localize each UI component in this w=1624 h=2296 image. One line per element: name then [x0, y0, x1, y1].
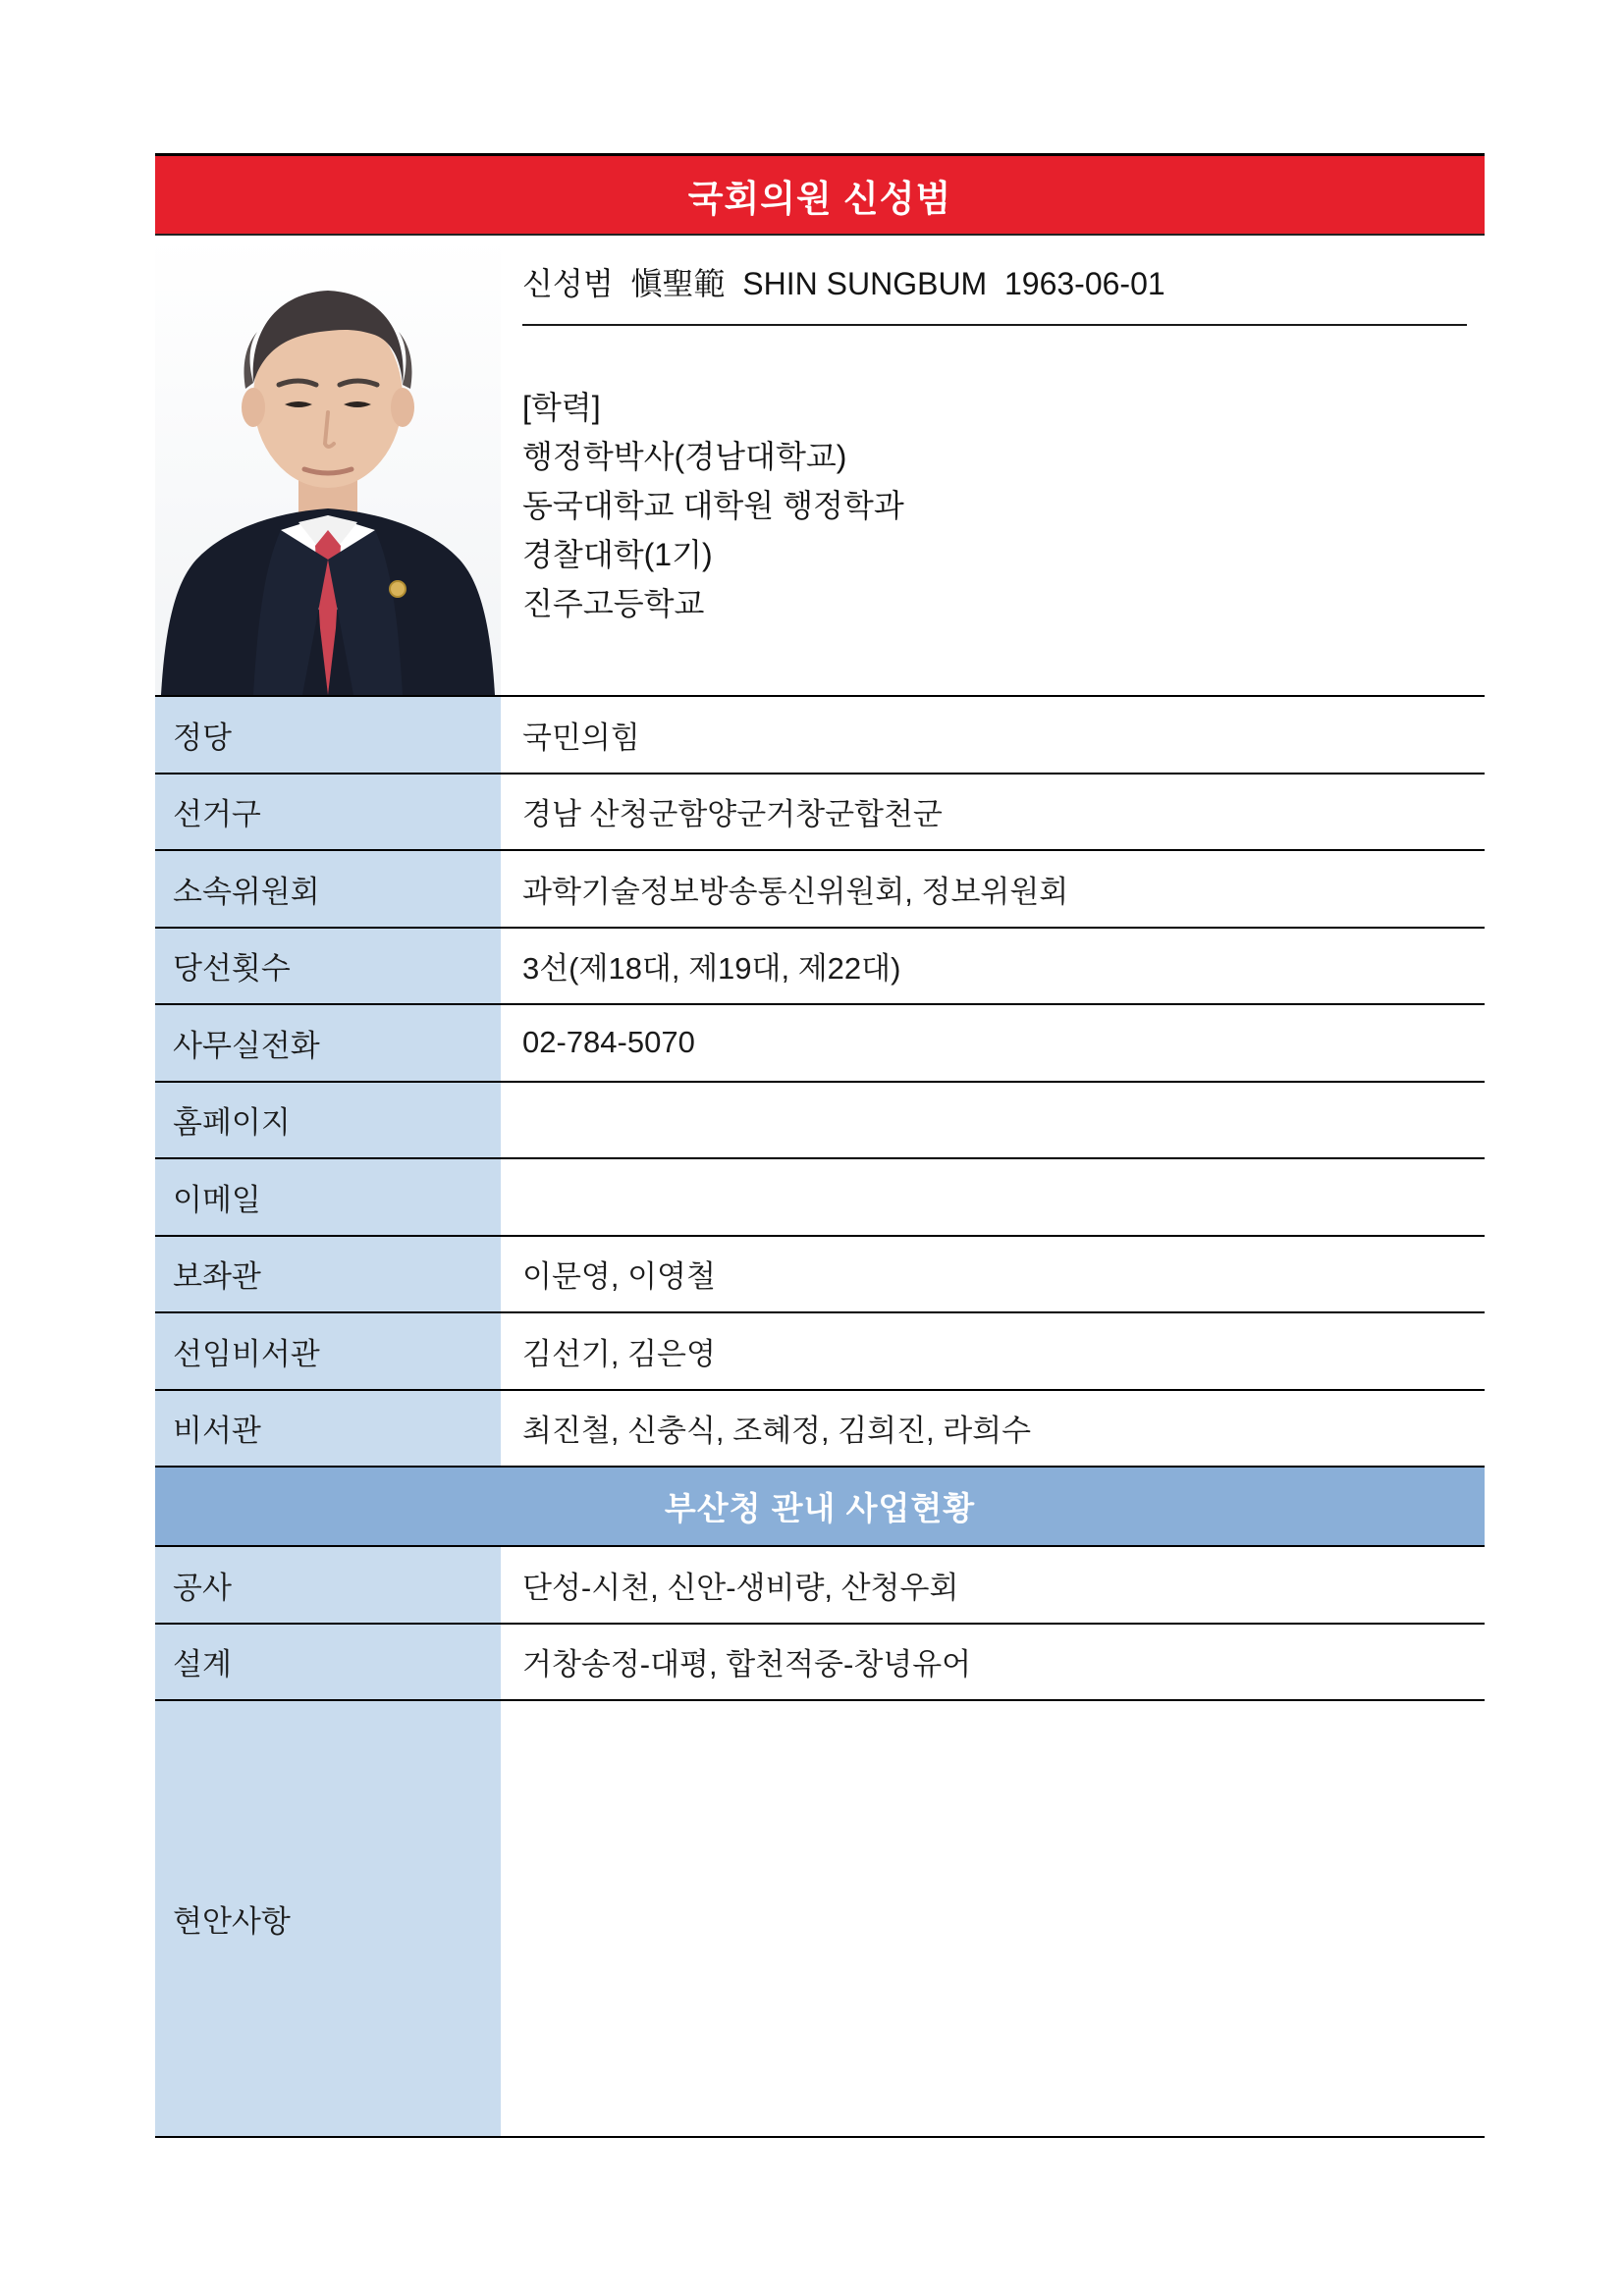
row-value: 02-784-5070	[522, 1025, 695, 1060]
row-label: 당선횟수	[155, 929, 501, 1004]
info-row-aides	[155, 1237, 1485, 1314]
row-value: 과학기술정보방송통신위원회, 정보위원회	[522, 874, 1069, 909]
info-row-secretaries	[155, 1391, 1485, 1468]
row-value: 3선(제18대, 제19대, 제22대)	[522, 951, 901, 987]
row-value	[501, 1701, 1485, 2136]
row-label: 선거구	[155, 774, 501, 850]
row-label: 비서관	[155, 1391, 501, 1467]
info-row-party	[155, 697, 1485, 774]
education-block	[522, 383, 1477, 628]
info-row-district	[155, 774, 1485, 852]
row-label: 공사	[155, 1547, 501, 1623]
member-photo-graphic	[155, 236, 501, 695]
info-row-homepage	[155, 1083, 1485, 1160]
section-header-busan-projects	[155, 1468, 1485, 1547]
row-value	[501, 1083, 1485, 1158]
info-row-elections	[155, 929, 1485, 1006]
title-bar	[155, 153, 1485, 236]
profile-sheet	[155, 153, 1485, 2138]
row-value: 김선기, 김은영	[522, 1336, 716, 1371]
education-item: 진주고등학교	[522, 586, 705, 621]
row-label: 소속위원회	[155, 851, 501, 927]
info-row-committee	[155, 851, 1485, 929]
row-value: 이문영, 이영철	[522, 1259, 716, 1295]
info-row-pending-issues	[155, 1701, 1485, 2138]
section-title: 부산청 관내 사업현황	[664, 1490, 976, 1526]
row-label: 설계	[155, 1625, 501, 1700]
row-value: 단성-시천, 신안-생비량, 산청우회	[522, 1570, 959, 1605]
row-value: 국민의힘	[522, 720, 640, 755]
education-item: 행정학박사(경남대학교)	[522, 439, 847, 474]
member-photo	[155, 236, 501, 695]
row-label: 보좌관	[155, 1237, 501, 1312]
education-item: 동국대학교 대학원 행정학과	[522, 488, 904, 523]
photo-bio-row	[155, 236, 1485, 697]
education-heading: [학력]	[522, 390, 601, 425]
bio-cell	[501, 236, 1485, 695]
row-value: 최진철, 신충식, 조혜정, 김희진, 라희수	[522, 1414, 1032, 1449]
row-label: 사무실전화	[155, 1005, 501, 1081]
member-name-line: 신성범 愼聖範 SHIN SUNGBUM 1963-06-01	[522, 266, 1165, 301]
page-title: 국회의원 신성범	[687, 178, 952, 219]
name-divider	[522, 324, 1467, 326]
info-row-construction	[155, 1547, 1485, 1625]
education-item: 경찰대학(1기)	[522, 537, 713, 572]
row-label: 선임비서관	[155, 1313, 501, 1389]
info-row-email	[155, 1159, 1485, 1237]
row-label: 홈페이지	[155, 1083, 501, 1158]
row-value	[501, 1159, 1485, 1235]
row-value: 거창송정-대평, 합천적중-창녕유어	[522, 1647, 972, 1682]
row-value: 경남 산청군함양군거창군합천군	[522, 797, 943, 832]
row-label: 현안사항	[155, 1701, 501, 2136]
info-row-senior-secretaries	[155, 1313, 1485, 1391]
row-label: 정당	[155, 697, 501, 773]
row-label: 이메일	[155, 1159, 501, 1235]
info-row-design	[155, 1625, 1485, 1702]
info-row-office-phone	[155, 1005, 1485, 1083]
